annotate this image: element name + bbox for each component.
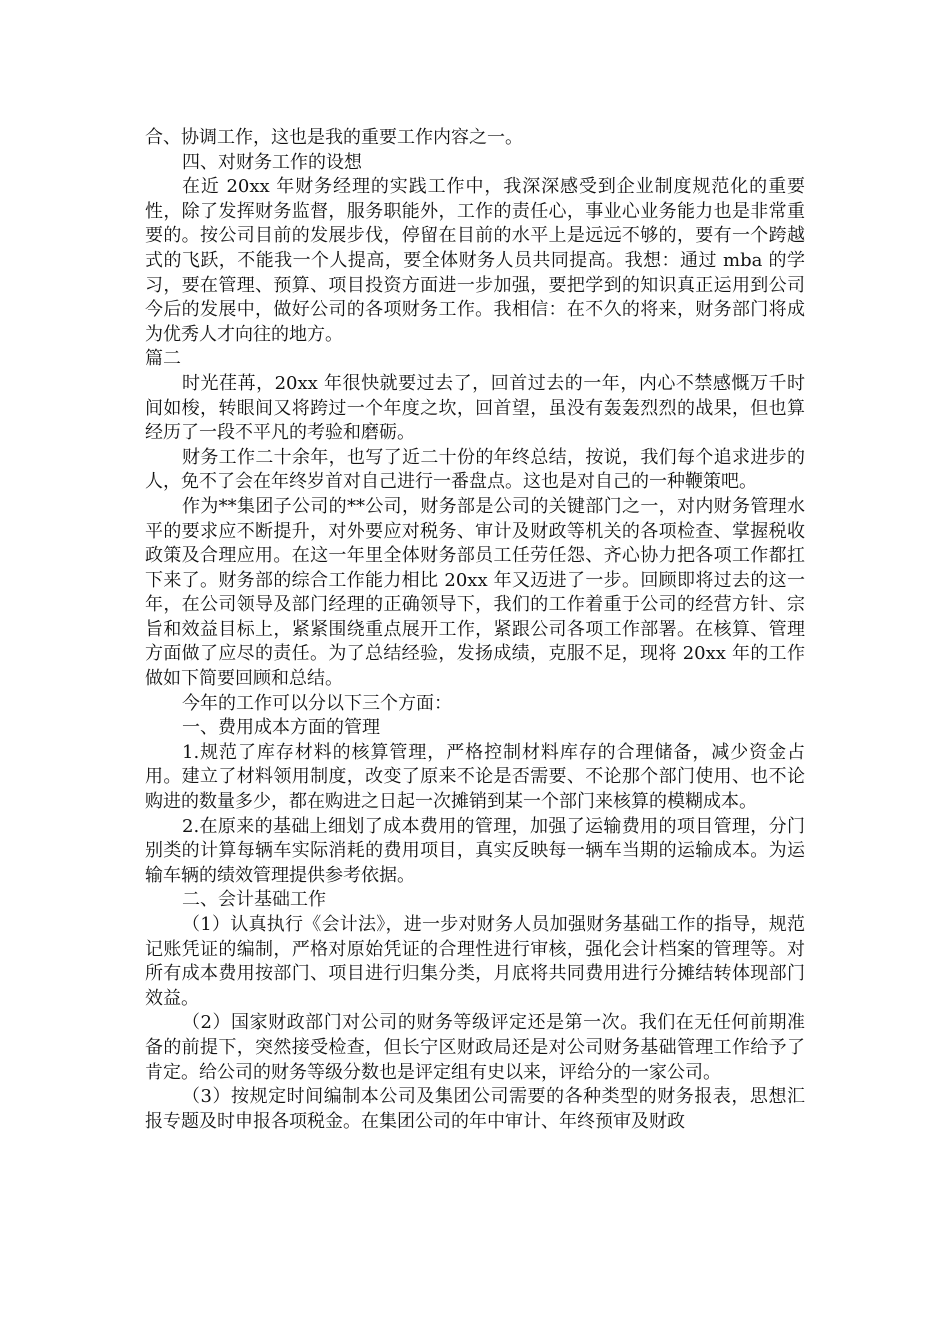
section-label: 篇二	[145, 348, 181, 370]
list-item: （3）按规定时间编制本公司及集团公司需要的各种类型的财务报表，思想汇报专题及时申报各项税金。在集团公司的年中审计、年终预审及财政	[145, 1086, 805, 1132]
paragraph: 在近 20xx 年财务经理的实践工作中，我深深感受到企业制度规范化的重要性，除了发挥财务监督，服务职能外，工作的责任心，事业心业务能力也是非常重要的。按公司目前的发展步伐，停留在目前的水平上是远远不够的，要有一个跨越式的飞跃，不能我一个人提高，要全体财务人员共同提高。我想：通过 mba 的学习，要在管理、预算、项目投资方面进一步加强，要把学到的知识真正运用到公司今后的发展中，做好公司的各项财务工作。我相信：在不久的将来，财务部门将成为优秀人才向往的地方。	[145, 176, 805, 345]
section-heading: 四、对财务工作的设想	[182, 151, 362, 173]
paragraph: 作为**集团子公司的**公司，财务部是公司的关键部门之一，对内财务管理水平的要求应不断提升，对外要应对税务、审计及财政等机关的各项检查、掌握税收政策及合理应用。在这一年里全体财务部员工任劳任怨、齐心协力把各项工作都扛下来了。财务部的综合工作能力相比 20xx 年又迈进了一步。回顾即将过去的这一年，在公司领导及部门经理的正确领导下，我们的工作着重于公司的经营方针、宗旨和效益目标上，紧紧围绕重点展开工作，紧跟公司各项工作部署。在核算、管理方面做了应尽的责任。为了总结经验，发扬成绩，克服不足，现将 20xx 年的工作做如下简要回顾和总结。	[145, 495, 805, 690]
section-heading: 一、费用成本方面的管理	[182, 717, 380, 739]
paragraph: 今年的工作可以分以下三个方面：	[182, 692, 452, 714]
list-item: （1）认真执行《会计法》，进一步对财务人员加强财务基础工作的指导，规范记账凭证的编制，严格对原始凭证的合理性进行审核，强化会计档案的管理等。对所有成本费用按部门、项目进行归集分类，月底将共同费用进行分摊结转体现部门效益。	[145, 914, 805, 1009]
list-item: 1.规范了库存材料的核算管理，严格控制材料库存的合理储备，减少资金占用。建立了材料领用制度，改变了原来不论是否需要、不论那个部门使用、也不论购进的数量多少，都在购进之日起一次摊销到某一个部门来核算的模糊成本。	[145, 741, 805, 813]
list-item: （2）国家财政部门对公司的财务等级评定还是第一次。我们在无任何前期准备的前提下，突然接受检查，但长宁区财政局还是对公司财务基础管理工作给予了肯定。给公司的财务等级分数也是评定组有史以来，评给分的一家公司。	[145, 1012, 805, 1083]
paragraph: 财务工作二十余年，也写了近二十份的年终总结，按说，我们每个追求进步的人，免不了会在年终岁首对自己进行一番盘点。这也是对自己的一种鞭策吧。	[145, 446, 805, 493]
paragraph: 时光荏苒，20xx 年很快就要过去了，回首过去的一年，内心不禁感慨万千时间如梭，转眼间又将跨过一个年度之坎，回首望，虽没有轰轰烈烈的战果，但也算经历了一段不平凡的考验和磨砺。	[145, 372, 805, 444]
section-heading: 二、会计基础工作	[182, 889, 326, 911]
paragraph: 合、协调工作，这也是我的重要工作内容之一。	[145, 127, 523, 148]
document-body	[145, 126, 805, 1134]
list-item: 2.在原来的基础上细划了成本费用的管理，加强了运输费用的项目管理，分门别类的计算每辆车实际消耗的费用项目，真实反映每一辆车当期的运输成本。为运输车辆的绩效管理提供参考依据。	[145, 815, 805, 886]
